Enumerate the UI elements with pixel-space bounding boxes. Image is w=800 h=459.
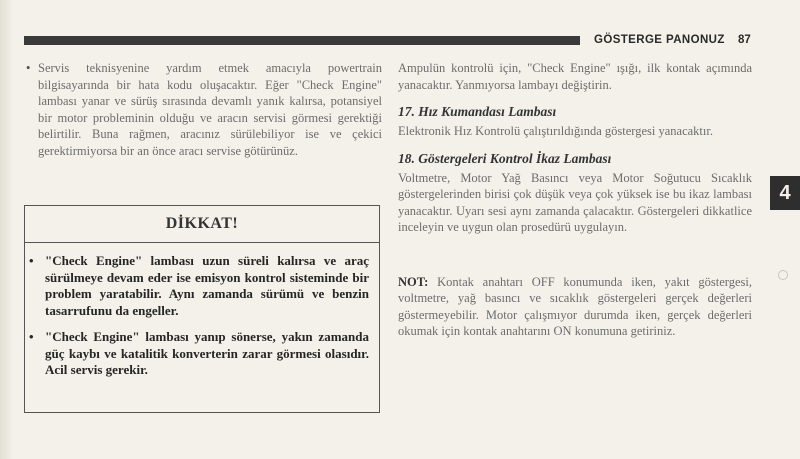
page-edge <box>0 0 14 459</box>
bulb-check-paragraph: Ampulün kontrolü için, "Check Engine" ışığı, ilk kontak açımında yanacaktır. Yanmıyorsa lambayı değiştirin. <box>398 61 752 92</box>
bullet-icon: • <box>29 253 34 268</box>
note-text: Kontak anahtarı OFF konumunda iken, yakıt göstergesi, voltmetre, yağ basıncı ve sıcaklık göstergeleri gerçek değerleri göstermeyebilir. Motor çalışmıyor durumda iken, gerçek değerleri okumak için kontak anahtarını ON konumuna getiriniz. <box>398 274 752 338</box>
warning-item <box>25 329 379 379</box>
warning-box <box>24 205 380 413</box>
warning-item-text: "Check Engine" lambası uzun süreli kalırsa ve araç sürülmeye devam eder ise emisyon kontrol sisteminde bir problem yaratabilir. Aynı zamanda sürümü ve benzin tasarrufunu da engeller. <box>45 253 369 318</box>
section-18-text: Voltmetre, Motor Yağ Basıncı veya Motor Soğutucu Sıcaklık göstergelerinden birisi çok düşük veya çok yüksek ise bu ikaz lambası yanacaktır. Uyarı sesi aynı zamanda çalacaktır. Göstergeleri dikkatlice inceleyin ve uygun olan prosedürü uygulayın. <box>398 170 752 234</box>
bullet-icon: • <box>29 329 34 344</box>
header-rule <box>24 36 580 45</box>
section-18-heading: 18. Göstergeleri Kontrol İkaz Lambası <box>398 150 612 166</box>
bullet-icon: • <box>26 61 31 75</box>
binder-hole <box>778 270 788 280</box>
service-bullet <box>24 60 382 159</box>
warning-divider <box>25 242 379 243</box>
page-header-title: GÖSTERGE PANONUZ <box>594 34 725 46</box>
chapter-tab: 4 <box>770 176 800 210</box>
warning-item-text: "Check Engine" lambası yanıp sönerse, yakın zamanda güç kaybı ve katalitik konverterin zarar görmesi olasıdır. Acil servis gerekir. <box>45 329 369 377</box>
section-17-heading: 17. Hız Kumandası Lambası <box>398 104 557 119</box>
note-label: NOT: <box>398 274 429 289</box>
service-bullet-text: Servis teknisyenine yardım etmek amacıyla powertrain bilgisayarında bir hata kodu oluşacaktır. Eğer "Check Engine" lambası yanar ve sürüş sırasında devamlı yanık kalırsa, potansiyel bir motor probleminin olduğu ve aracın servisi görmesi gerektiği belirtilir. Buna rağmen, aracınız sürülebiliyor ise ve çekici gerektirmiyorsa bir an önce aracı servise götürünüz. <box>38 61 382 158</box>
page-number: 87 <box>738 34 751 46</box>
section-17-text: Elektronik Hız Kontrolü çalıştırıldığında göstergesi yanacaktır. <box>398 124 713 138</box>
left-column <box>24 60 382 159</box>
warning-item <box>25 253 379 319</box>
note-paragraph <box>398 274 752 340</box>
warning-title: DİKKAT! <box>165 215 239 232</box>
right-column <box>398 60 752 340</box>
